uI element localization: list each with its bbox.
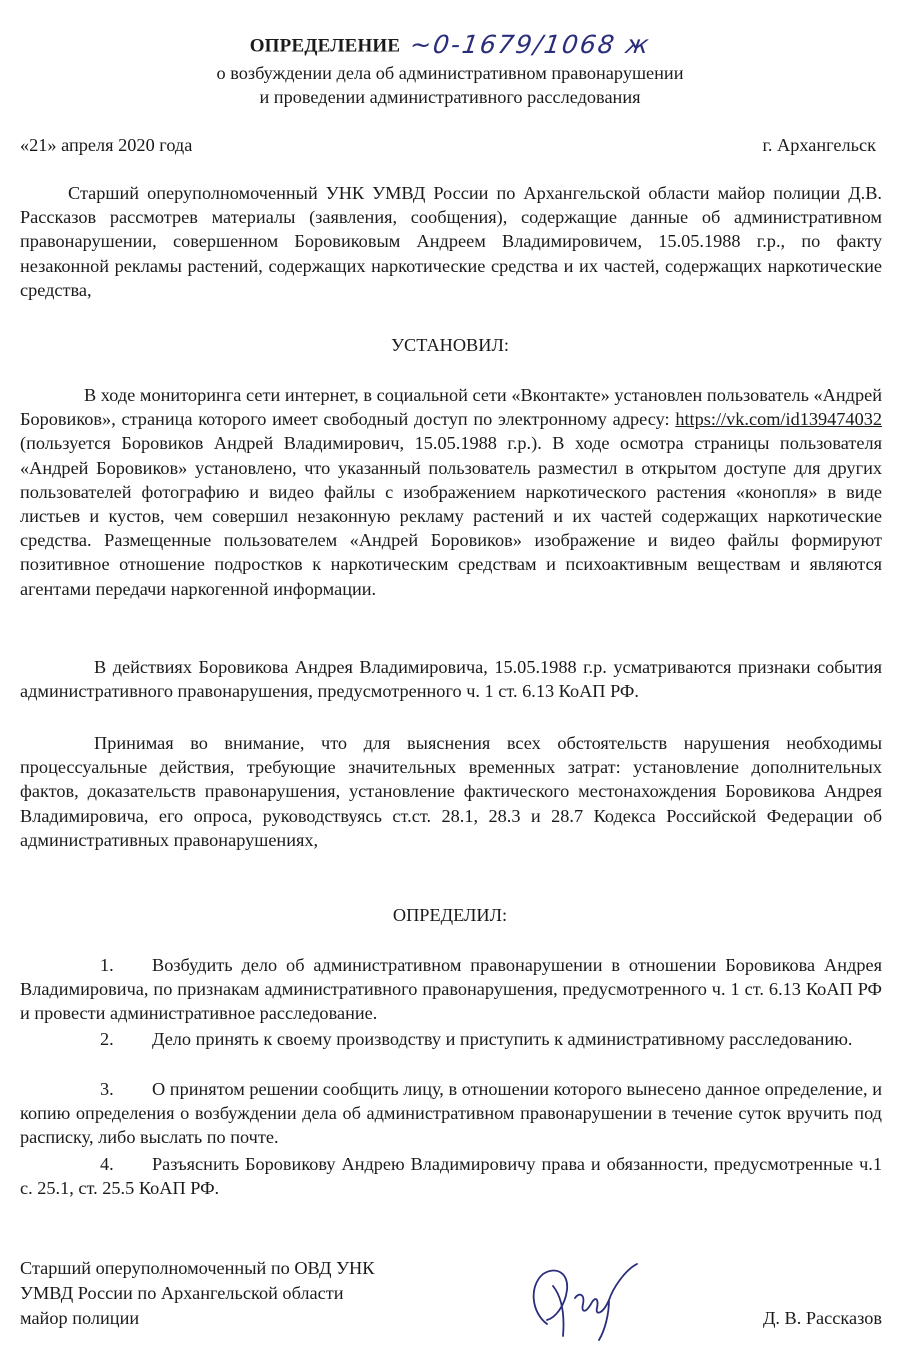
established-p1-text-end: (пользуется Боровиков Андрей Владимирович, 15.05.1988 г.р.). В ходе осмотра страницы пользователя «Андрей Боровиков» установлено, что указанный пользователь разместил в открытом доступе для других пользователей фотографию и видео файлы с изображением наркотического растения «конопля» в виде листьев и кустов, чем совершил незаконную рекламу растений и их частей содержащих наркотические средства. Размещенные пользователем «Андрей Боровиков» изображение и видео файлы формируют позитивное отношение подростков к наркотическим средствам и психоактивным веществам и являются агентами передачи наркогенной информации. [20, 433, 882, 599]
signatory-name: Д. В. Рассказов [762, 1308, 882, 1328]
vk-profile-link[interactable]: https://vk.com/id139474032 [675, 409, 882, 430]
handwritten-signature [525, 1256, 645, 1346]
document-subtitle-2: и проведении административного расследования [259, 87, 641, 107]
established-paragraph-3: Принимая во внимание, что для выяснения всех обстоятельств нарушения необходимы процессуальные действия, требующие значительных временных затрат: установление дополнительных фактов, доказательств правонарушения, установление фактического местонахождения Боровикова Андрея Владимировича, его опроса, руководствуясь ст.ст. 28.1, 28.3 и 28.7 Кодекса Российской Федерации об административных правонарушениях, [20, 733, 882, 850]
signatory-position-line-2: УМВД России по Архангельской области [20, 1283, 344, 1303]
established-paragraph-1 [20, 383, 882, 601]
established-paragraph-2: В действиях Боровикова Андрея Владимировича, 15.05.1988 г.р. усматриваются признаки события административного правонарушения, предусмотренного ч. 1 ст. 6.13 КоАП РФ. [20, 657, 882, 702]
signatory-position [20, 1256, 374, 1331]
document-date: «21» апреля 2020 года [20, 135, 193, 155]
decision-item-text: Разъяснить Боровикову Андрею Владимировичу права и обязанности, предусмотренные ч.1 с. 25.1, ст. 25.5 КоАП РФ. [20, 1154, 882, 1199]
decision-item-3 [20, 1077, 882, 1150]
established-p1-text-start: В ходе мониторинга сети интернет, в социальной сети «Вконтакте» установлен пользователь «Андрей Боровиков», страница которого имеет свободный доступ по электронному адресу: [20, 385, 882, 430]
document-subtitle-1: о возбуждении дела об административном правонарушении [216, 63, 684, 83]
decision-item-text: Дело принять к своему производству и приступить к административному расследованию. [152, 1029, 853, 1049]
decision-item-number: 3. [100, 1079, 114, 1099]
decision-item-number: 2. [100, 1029, 114, 1049]
established-heading: УСТАНОВИЛ: [391, 335, 509, 355]
decision-item-text: Возбудить дело об административном правонарушении в отношении Боровикова Андрея Владимировича, по признакам административного правонарушения, предусмотренного ч. 1 ст. 6.13 КоАП РФ и провести административное расследование. [20, 955, 882, 1024]
decision-item-number: 4. [100, 1154, 114, 1174]
handwritten-case-number: ~0-1679/1068 ж [408, 30, 653, 59]
decision-item-4 [20, 1152, 882, 1200]
document-title: ОПРЕДЕЛЕНИЕ [249, 35, 401, 57]
signatory-position-line-1: Старший оперуполномоченный по ОВД УНК [20, 1258, 375, 1278]
signatory-position-line-3: майор полиции [20, 1308, 140, 1328]
decision-item-2 [20, 1027, 882, 1051]
decision-item-1 [20, 953, 882, 1026]
intro-paragraph: Старший оперуполномоченный УНК УМВД России по Архангельской области майор полиции Д.В. Рассказов рассмотрев материалы (заявления, сообщения), содержащие данные об административном правонарушении, совершенном Боровиковым Андреем Владимировичем, 15.05.1988 г.р., по факту незаконной рекламы растений, содержащих наркотические средства и их частей, содержащих наркотические средства, [20, 183, 882, 300]
decision-item-text: О принятом решении сообщить лицу, в отношении которого вынесено данное определение, и копию определения о возбуждении дела об административном правонарушении в течение суток вручить под расписку, либо выслать по почте. [20, 1079, 882, 1148]
decision-item-number: 1. [100, 955, 114, 975]
document-city: г. Архангельск [762, 135, 876, 155]
decided-heading: ОПРЕДЕЛИЛ: [392, 905, 508, 925]
document-title-line [0, 30, 900, 66]
